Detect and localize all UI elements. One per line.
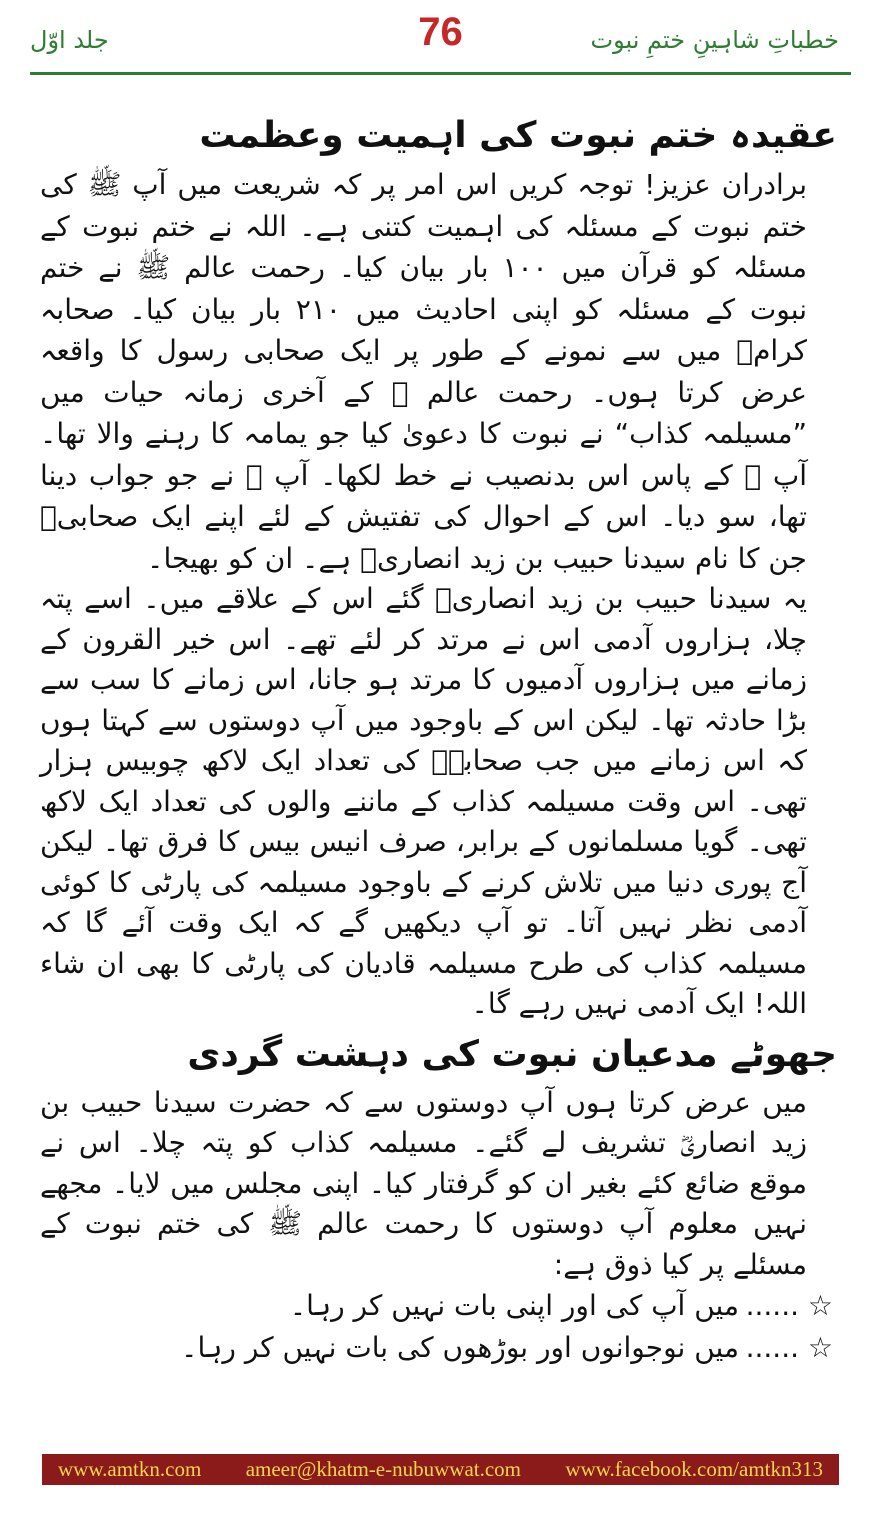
star-icon: ☆ bbox=[807, 1289, 833, 1322]
bullet-item bbox=[40, 1327, 841, 1369]
bullet-text: میں نوجوانوں اور بوڑھوں کی بات نہیں کر رہا۔ bbox=[181, 1331, 739, 1364]
paragraph-3: میں عرض کرتا ہوں آپ دوستوں سے کہ حضرت سیدنا حبیب بن زید انصاریؓ تشریف لے گئے۔ مسیلمہ کذاب کو پتہ چلا۔ اس نے موقع ضائع کئے بغیر ان کو گرفتار کیا۔ اپنی مجلس میں لایا۔ مجھے نہیں معلوم آپ دوستوں کا رحمت عالم ﷺ کی ختم نبوت کے مسئلے پر کیا ذوق ہے: bbox=[40, 1085, 807, 1281]
bullet-dots: ...... bbox=[745, 1289, 799, 1322]
header-divider bbox=[30, 72, 851, 75]
page-footer bbox=[42, 1454, 839, 1485]
section-heading-importance: عقیدہ ختم نبوت کی اہمیت وعظمت bbox=[199, 115, 837, 156]
star-icon: ☆ bbox=[807, 1331, 833, 1364]
page-header bbox=[0, 0, 881, 72]
bullet-text: میں آپ کی اور اپنی بات نہیں کر رہا۔ bbox=[289, 1289, 739, 1322]
facebook-link[interactable]: www.facebook.com/amtkn313 bbox=[565, 1457, 823, 1481]
email-link[interactable]: ameer@khatm-e-nubuwwat.com bbox=[245, 1457, 522, 1481]
paragraph-2: یہ سیدنا حبیب بن زید انصاریؓ گئے اس کے علاقے میں۔ اسے پتہ چلا، ہزاروں آدمی اس نے مرتد کر لئے تھے۔ اس خیر القرون کے زمانے میں ہزاروں آدمیوں کا مرتد ہو جانا، اس زمانے کا سب سے بڑا حادثہ تھا۔ لیکن اس کے باوجود میں آپ دوستوں سے کہتا ہوں کہ اس زمانے میں جب صحابہؓ کی تعداد ایک لاکھ چوبیس ہزار تھی۔ اس وقت مسیلمہ کذاب کے ماننے والوں کی تعداد ایک لاکھ تھی۔ گویا مسلمانوں کے برابر، صرف انیس بیس کا فرق تھا۔ لیکن آج پوری دنیا میں تلاش کرنے کے باوجود مسیلمہ کی پارٹی کا کوئی آدمی نظر نہیں آتا۔ تو آپ دیکھیں گے کہ ایک وقت آئے گا کہ مسیلمہ کذاب کی طرح مسیلمہ قادیان کی پارٹی کا بھی ان شاء اللہ! ایک آدمی نہیں رہے گا۔ bbox=[40, 582, 807, 1020]
page-body bbox=[40, 108, 841, 1369]
bullet-dots: ...... bbox=[745, 1331, 799, 1364]
bullet-item bbox=[40, 1285, 841, 1327]
section-heading-terrorism: جھوٹے مدعیان نبوت کی دہشت گردی bbox=[187, 1033, 837, 1075]
book-title: خطباتِ شاہینِ ختمِ نبوت bbox=[590, 26, 839, 54]
paragraph-1: برادران عزیز! توجہ کریں اس امر پر کہ شریعت میں آپ ﷺ کی ختم نبوت کے مسئلہ کی اہمیت کتنی ہے۔ اللہ نے ختم نبوت کے مسئلہ کو قرآن میں ۱۰۰ بار بیان کیا۔ رحمت عالم ﷺ نے ختم نبوت کے مسئلہ کو اپنی احادیث میں ۲۱۰ بار بیان کیا۔ صحابہ کرامؓ میں سے نمونے کے طور پر ایک صحابی رسول کا واقعہ عرض کرتا ہوں۔ رحمت عالم ﷺ کے آخری زمانہ حیات میں ”مسیلمہ کذاب“ نے نبوت کا دعویٰ کیا جو یمامہ کا رہنے والا تھا۔ آپ ﷺ کے پاس اس بدنصیب نے خط لکھا۔ آپ ﷺ نے جو جواب دینا تھا، سو دیا۔ اس کے احوال کی تفتیش کے لئے اپنے ایک صحابیؓ جن کا نام سیدنا حبیب بن زید انصاریؓ ہے۔ ان کو بھیجا۔ bbox=[40, 168, 807, 575]
website-link[interactable]: www.amtkn.com bbox=[58, 1457, 202, 1481]
page-number: 76 bbox=[418, 10, 463, 54]
volume-label: جلد اوّل bbox=[30, 26, 109, 54]
